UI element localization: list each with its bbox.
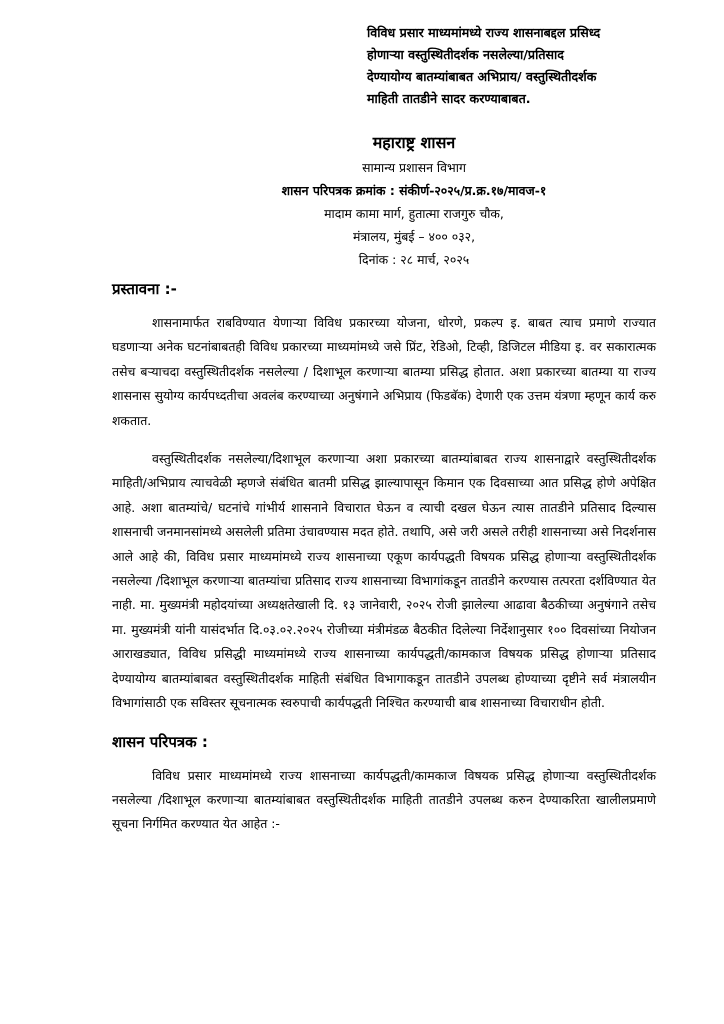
document-date: दिनांक : २८ मार्च, २०२५	[358, 252, 470, 267]
subject-line: होणाऱ्या वस्तुस्थितीदर्शक नसलेल्या/प्रतिसाद	[367, 47, 564, 62]
subject-block	[367, 22, 667, 110]
organization-title: महाराष्ट्र शासन	[372, 133, 456, 152]
circular-heading: शासन परिपत्रक :	[112, 732, 208, 751]
preamble-paragraph: वस्तुस्थितीदर्शक नसलेल्या/दिशाभूल करणाऱ्या अशा प्रकारच्या बातम्यांबाबत राज्य शासनाद्वारे वस्तुस्थितीदर्शक माहिती/अभिप्राय त्याचवेळी म्हणजे संबंधित बातमी प्रसिद्ध झाल्यापासून किमान एक दिवसाच्या आत प्रसिद्ध होणे अपेक्षित आहे. अशा बातम्यांचे/ घटनांचे गांभीर्य शासनाने विचारात घेऊन व त्याची दखल घेऊन त्यास तातडीने प्रतिसाद दिल्यास शासनाची जनमानसांमध्ये असलेली प्रतिमा उंचावण्यास मदत होते. तथापि, असे जरी असले तरीही शासनाच्या असे निदर्शनास आले आहे की, विविध प्रसार माध्यमांमध्ये राज्य शासनाच्या एकूण कार्यपद्धती विषयक प्रसिद्ध होणाऱ्या वस्तुस्थितीदर्शक नसलेल्या /दिशाभूल करणाऱ्या बातम्यांचा प्रतिसाद राज्य शासनाच्या विभागांकडून तातडीने करण्यास तत्परता दर्शविण्यात येत नाही. मा. मुख्यमंत्री महोदयांच्या अध्यक्षतेखाली दि. १३ जानेवारी, २०२५ रोजी झालेल्या आढावा बैठकीच्या अनुषंगाने तसेच मा. मुख्यमंत्री यांनी यासंदर्भात दि.०३.०२.२०२५ रोजीच्या मंत्रीमंडळ बैठकीत दिलेल्या निर्देशानुसार १०० दिवसांच्या नियोजन आराखड्यात, विविध प्रसिद्धी माध्यमांमध्ये राज्य शासनाच्या कार्यपद्धती/कामकाज विषयक प्रसिद्ध होणाऱ्या प्रतिसाद देण्यायोग्य बातम्यांबाबत वस्तुस्थितीदर्शक माहिती संबंधित विभागाकडून तातडीने उपलब्ध होण्याच्या दृष्टीने सर्व मंत्रालयीन विभागांसाठी एक सविस्तर सूचनात्मक स्वरुपाची कार्यपद्धती निश्चित करण्याची बाब शासनाच्या विचाराधीन होती.	[112, 451, 656, 711]
department-name: सामान्य प्रशासन विभाग	[362, 160, 466, 175]
circular-number: शासन परिपत्रक क्रमांक : संकीर्ण-२०२५/प्र.क्र.१७/मावज-१	[281, 183, 547, 198]
address-line: मादाम कामा मार्ग, हुतात्मा राजगुरु चौक,	[324, 206, 504, 221]
subject-line: विविध प्रसार माध्यमांमध्ये राज्य शासनाबद्दल प्रसिध्द	[367, 25, 601, 40]
circular-paragraph: विविध प्रसार माध्यमांमध्ये राज्य शासनाच्या कार्यपद्धती/कामकाज विषयक प्रसिद्ध होणाऱ्या वस्तुस्थितीदर्शक नसलेल्या /दिशाभूल करणाऱ्या बातम्यांबाबत वस्तुस्थितीदर्शक माहिती तातडीने उपलब्ध करुन देण्याकरिता खालीलप्रमाणे सूचना निर्गमित करण्यात येत आहेत :-	[112, 767, 656, 832]
subject-line: माहिती तातडीने सादर करण्याबाबत.	[367, 91, 531, 106]
preamble-heading: प्रस्तावना :-	[112, 280, 177, 298]
preamble-paragraph: शासनामार्फत राबविण्यात येणाऱ्या विविध प्रकारच्या योजना, धोरणे, प्रकल्प इ. बाबत त्याच प्रमाणे राज्यात घडणाऱ्या अनेक घटनांबाबतही विविध प्रकारच्या माध्यमांमध्ये जसे प्रिंट, रेडिओ, टिव्ही, डिजिटल मीडिया इ. वर सकारात्मक तसेच बऱ्याचदा वस्तुस्थितीदर्शक नसलेल्या / दिशाभूल करणाऱ्या बातम्या प्रसिद्ध होतात. अशा प्रकारच्या बातम्या या राज्य शासनास सुयोग्य कार्यपध्दतीचा अवलंब करण्याच्या अनुषंगाने अभिप्राय (फिडबॅक) देणारी एक उत्तम यंत्रणा म्हणून कार्य करु शकतात.	[112, 315, 656, 428]
document-header	[212, 130, 616, 271]
address-line: मंत्रालय, मुंबई – ४०० ०३२,	[352, 229, 476, 244]
subject-line: देण्यायोग्य बातम्यांबाबत अभिप्राय/ वस्तुस्थितीदर्शक	[367, 69, 597, 84]
